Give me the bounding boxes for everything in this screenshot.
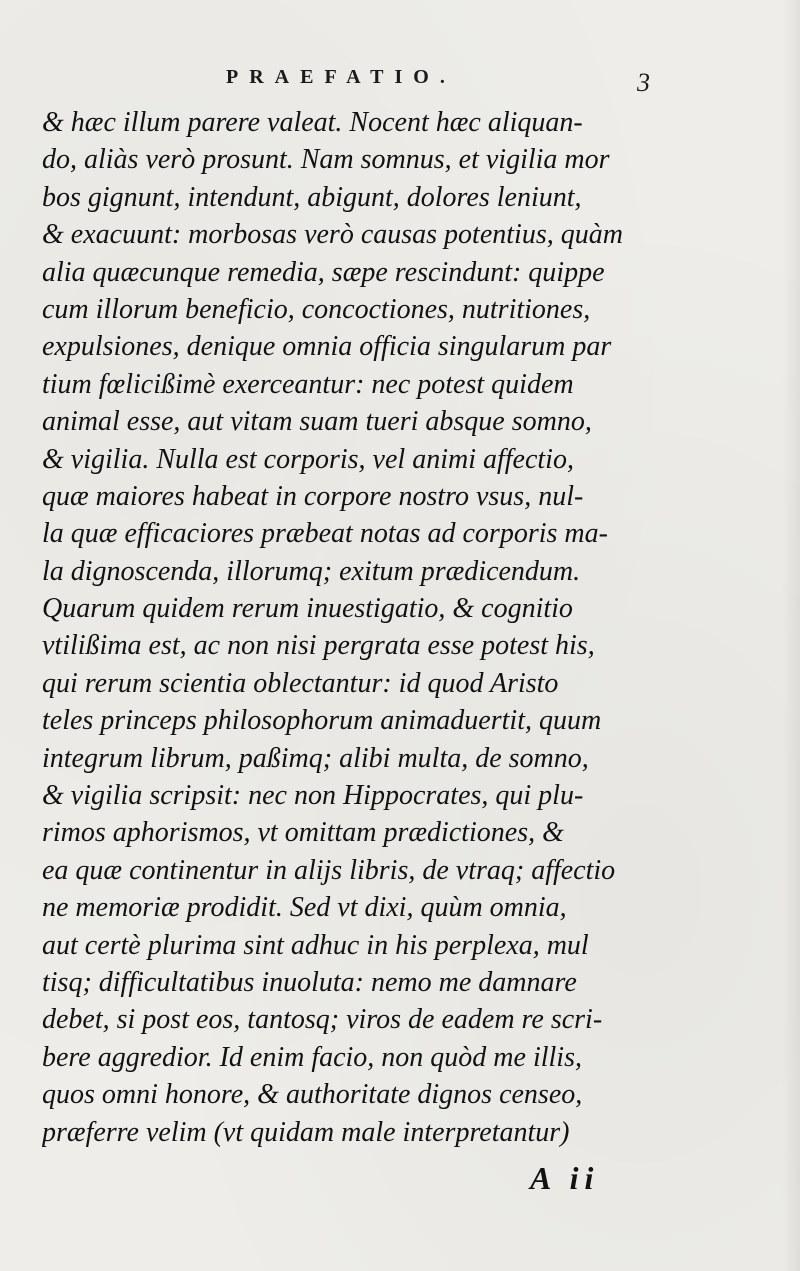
text-line: ea quæ continentur in alijs libris, de vtraq; affectio [42,854,616,886]
text-line: integrum librum, paßimq; alibi multa, de somno, [42,742,589,774]
text-line: & vigilia scripsit: nec non Hippocrates, qui plu- [42,780,584,812]
running-head: PRAEFATIO. [226,66,456,88]
text-line: & vigilia. Nulla est corporis, vel animi affectio, [42,443,574,475]
signature-mark: A ii [530,1160,600,1196]
text-line: bos gignunt, intendunt, abigunt, dolores leniunt, [42,181,582,213]
text-line: & hæc illum parere valeat. Nocent hæc aliquan- [42,107,583,138]
text-line: & exacuunt: morbosas verò causas potentius, quàm [42,219,623,251]
text-line: aut certè plurima sint adhuc in his perplexa, mul [42,929,589,961]
text-line: alia quæcunque remedia, sæpe rescindunt: quippe [42,256,605,288]
text-line: expulsiones, denique omnia officia singularum par [42,331,612,363]
text-line: tium fœlicißimè exerceantur: nec potest quidem [42,368,574,400]
text-line: animal esse, aut vitam suam tueri absque somno, [42,406,592,438]
text-line: la quæ efficaciores præbeat notas ad corporis ma- [42,518,608,550]
text-line: teles princeps philosophorum animaduertit, quum [42,705,602,737]
text-line: Quarum quidem rerum inuestigatio, & cognitio [42,593,573,625]
body-text [42,104,682,1151]
text-line: do, aliàs verò prosunt. Nam somnus, et vigilia mor [42,144,610,176]
text-line: quæ maiores habeat in corpore nostro vsus, nul- [42,480,584,512]
text-line: rimos aphorismos, vt omittam prædictiones, & [42,817,564,849]
text-line: debet, si post eos, tantosq; viros de eadem re scri- [42,1004,603,1036]
text-line: vtilißima est, ac non nisi pergrata esse potest his, [42,630,595,662]
text-line: tisq; difficultatibus inuoluta: nemo me damnare [42,966,577,998]
text-line: cum illorum beneficio, concoctiones, nutritiones, [42,293,591,325]
text-line: qui rerum scientia oblectantur: id quod Aristo [42,667,559,699]
page-number: 3 [637,68,650,97]
text-line: bere aggredior. Id enim facio, non quòd me illis, [42,1041,582,1073]
text-line: quos omni honore, & authoritate dignos censeo, [42,1079,583,1111]
text-line: præferre velim (vt quidam male interpretantur) [42,1116,570,1148]
text-line: ne memoriæ prodidit. Sed vt dixi, quùm omnia, [42,892,567,924]
page-edge-shadow [782,0,800,1271]
text-line: la dignoscenda, illorumq; exitum prædicendum. [42,555,581,587]
